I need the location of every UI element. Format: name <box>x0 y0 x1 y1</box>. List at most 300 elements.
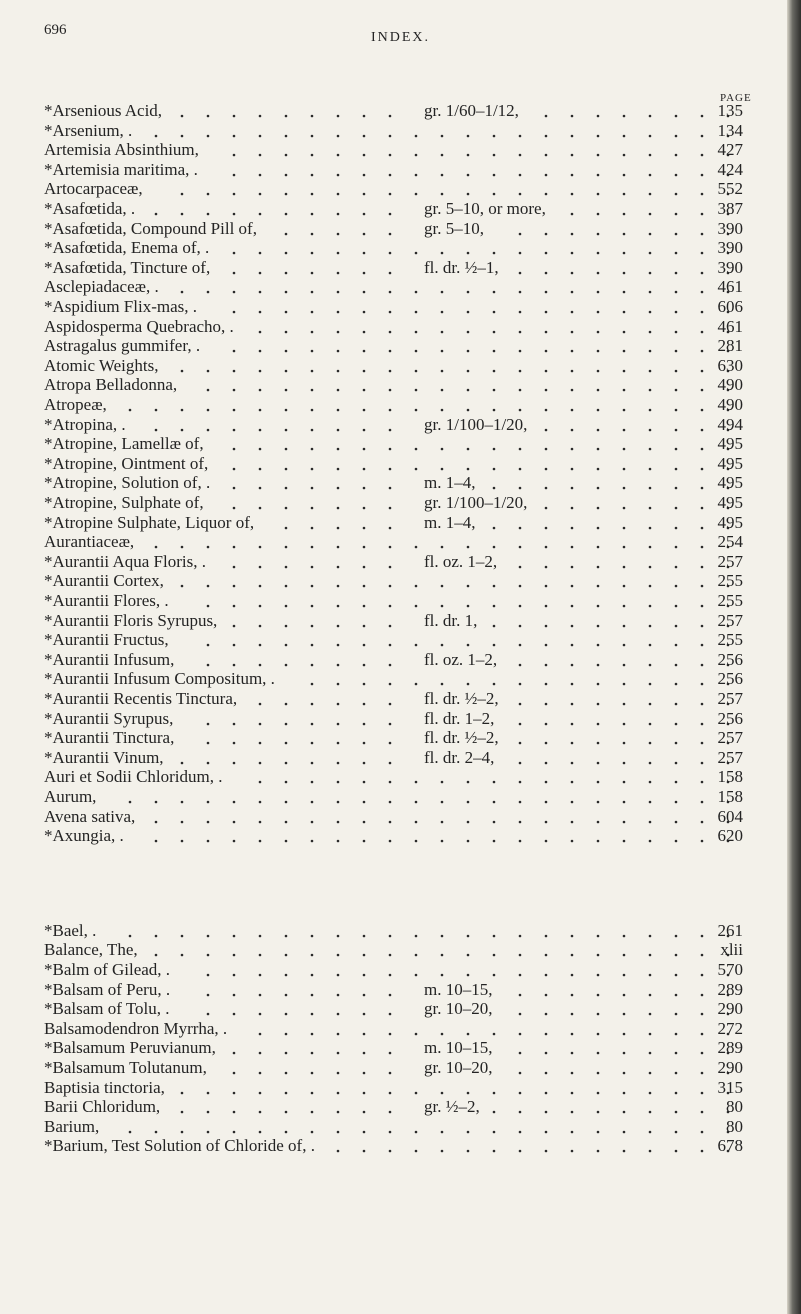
leader-dot <box>649 1150 652 1153</box>
leader-dot <box>207 605 210 608</box>
leader-dot <box>649 213 652 216</box>
leader-dot <box>571 1150 574 1153</box>
entry-dose: fl. dr. ½–1, <box>424 257 499 277</box>
leader-dot <box>597 820 600 823</box>
leader-dot <box>623 448 626 451</box>
leader-dot <box>493 683 496 686</box>
leader-dot <box>337 1013 340 1016</box>
leader-dot <box>571 232 574 235</box>
leader-dot <box>259 173 262 176</box>
leader-dot <box>493 546 496 549</box>
leader-dot <box>597 154 600 157</box>
leader-dot <box>597 644 600 647</box>
leader-dot <box>285 213 288 216</box>
leader-dot <box>155 820 158 823</box>
leader-dot <box>181 1111 184 1114</box>
leader-dot <box>701 1111 704 1114</box>
entry-name: *Atropine Sulphate, Liquor of, <box>44 512 255 532</box>
leader-dot <box>597 742 600 745</box>
leader-dot <box>701 1072 704 1075</box>
leader-dot <box>311 1130 314 1133</box>
leader-dot <box>519 232 522 235</box>
leader-dot <box>441 840 444 843</box>
leader-dot <box>493 1130 496 1133</box>
leader-dot <box>597 1052 600 1055</box>
leader-dot <box>623 954 626 957</box>
leader-dot <box>363 644 366 647</box>
leader-dot <box>571 761 574 764</box>
entry-dose: gr. 1/60–1/12, <box>424 101 519 120</box>
entry-dose: gr. 1/100–1/20, <box>424 414 528 434</box>
leader-dot <box>701 350 704 353</box>
leader-dot <box>363 467 366 470</box>
entry-dose: m. 1–4, <box>424 473 476 493</box>
leader-dot <box>363 565 366 568</box>
leader-dot <box>701 271 704 274</box>
leader-dot <box>545 428 548 431</box>
leader-dot <box>311 703 314 706</box>
leader-dot <box>701 934 704 937</box>
leader-dot <box>181 546 184 549</box>
leader-dot <box>259 840 262 843</box>
leader-dot <box>363 1150 366 1153</box>
leader-dot <box>337 1130 340 1133</box>
leader-dot <box>311 389 314 392</box>
leader-dot <box>597 193 600 196</box>
entry-page: 256 <box>717 708 743 728</box>
leader-dot <box>467 644 470 647</box>
leader-dot <box>571 115 574 118</box>
leader-dot <box>285 624 288 627</box>
leader-dot <box>311 954 314 957</box>
leader-dot <box>571 722 574 725</box>
leader-dot <box>337 467 340 470</box>
leader-dot <box>493 801 496 804</box>
leader-dot <box>337 605 340 608</box>
leader-dot <box>675 1072 678 1075</box>
leader-dot <box>675 585 678 588</box>
leader-dot <box>207 761 210 764</box>
leader-dot <box>207 428 210 431</box>
entry-name: *Aurantii Infusum Compositum, . <box>44 669 275 689</box>
leader-dot <box>441 801 444 804</box>
leader-dot <box>571 448 574 451</box>
leader-dot <box>363 722 366 725</box>
leader-dot <box>259 428 262 431</box>
leader-dot <box>363 428 366 431</box>
entry-name: *Balsam of Peru, . <box>44 979 171 999</box>
entry-name: *Aurantii Syrupus, <box>44 708 174 728</box>
leader-dot <box>363 173 366 176</box>
leader-dot <box>259 350 262 353</box>
leader-dot <box>259 467 262 470</box>
entry-name: *Aurantii Aqua Floris, . <box>44 551 206 571</box>
leader-dot <box>389 974 392 977</box>
leader-dot <box>519 350 522 353</box>
leader-dot <box>415 330 418 333</box>
leader-dot <box>311 565 314 568</box>
leader-dot <box>233 1013 236 1016</box>
leader-dot <box>363 683 366 686</box>
leader-dot <box>545 840 548 843</box>
leader-dot <box>623 173 626 176</box>
leader-dot <box>493 193 496 196</box>
leader-dot <box>389 291 392 294</box>
leader-dot <box>389 781 392 784</box>
leader-dot <box>389 448 392 451</box>
leader-dot <box>649 291 652 294</box>
entry-page: 272 <box>717 1018 743 1038</box>
leader-dot <box>441 1032 444 1035</box>
leader-dot <box>389 605 392 608</box>
leader-dot <box>337 330 340 333</box>
entry-name: *Arsenious Acid, <box>44 101 163 120</box>
leader-dot <box>623 350 626 353</box>
leader-dot <box>519 1111 522 1114</box>
leader-dot <box>285 934 288 937</box>
leader-dot <box>571 507 574 510</box>
leader-dot <box>545 350 548 353</box>
leader-dot <box>363 291 366 294</box>
leader-dot <box>571 934 574 937</box>
leader-dot <box>233 252 236 255</box>
leader-dot <box>597 605 600 608</box>
leader-dot <box>259 134 262 137</box>
leader-dot <box>597 1150 600 1153</box>
leader-dot <box>285 585 288 588</box>
leader-dot <box>389 742 392 745</box>
leader-dot <box>623 605 626 608</box>
leader-dot <box>441 683 444 686</box>
leader-dot <box>467 389 470 392</box>
leader-dot <box>597 1072 600 1075</box>
leader-dot <box>519 173 522 176</box>
leader-dot <box>649 1111 652 1114</box>
leader-dot <box>519 683 522 686</box>
leader-dot <box>571 1130 574 1133</box>
entry-name: Avena sativa, <box>44 806 136 826</box>
leader-dot <box>259 271 262 274</box>
leader-dot <box>311 291 314 294</box>
leader-dot <box>337 663 340 666</box>
leader-dot <box>649 801 652 804</box>
leader-dot <box>311 644 314 647</box>
entry-page: 281 <box>717 336 743 356</box>
leader-dot <box>337 291 340 294</box>
leader-dot <box>545 801 548 804</box>
leader-dot <box>181 115 184 118</box>
leader-dot <box>441 369 444 372</box>
leader-dot <box>259 115 262 118</box>
entry-dose: gr. ½–2, <box>424 1097 480 1117</box>
leader-dot <box>701 173 704 176</box>
leader-dot <box>181 1091 184 1094</box>
leader-dot <box>649 232 652 235</box>
leader-dot <box>337 448 340 451</box>
leader-dot <box>207 1013 210 1016</box>
leader-dot <box>701 1130 704 1133</box>
leader-dot <box>363 820 366 823</box>
leader-dot <box>337 742 340 745</box>
leader-dot <box>519 193 522 196</box>
leader-dot <box>467 448 470 451</box>
leader-dot <box>441 585 444 588</box>
leader-dot <box>363 448 366 451</box>
leader-dot <box>649 954 652 957</box>
leader-dot <box>649 467 652 470</box>
leader-dot <box>337 820 340 823</box>
leader-dot <box>675 350 678 353</box>
leader-dot <box>545 663 548 666</box>
leader-dot <box>493 954 496 957</box>
leader-dot <box>389 213 392 216</box>
leader-dot <box>311 781 314 784</box>
leader-dot <box>519 389 522 392</box>
entry-name: Balsamodendron Myrrha, . <box>44 1018 228 1038</box>
leader-dot <box>415 781 418 784</box>
leader-dot <box>311 213 314 216</box>
leader-dot <box>649 311 652 314</box>
leader-dot <box>363 350 366 353</box>
leader-dot <box>701 213 704 216</box>
leader-dot <box>285 526 288 529</box>
leader-dot <box>233 993 236 996</box>
entry-dose: fl. dr. ½–2, <box>424 728 499 748</box>
entry-name: Aurum, <box>44 787 97 806</box>
leader-dot <box>285 1111 288 1114</box>
entry-page: 387 <box>717 199 743 218</box>
leader-dot <box>155 428 158 431</box>
leader-dot <box>233 369 236 372</box>
leader-dot <box>259 546 262 549</box>
leader-dot <box>337 409 340 412</box>
leader-dot <box>311 605 314 608</box>
leader-dot <box>207 1091 210 1094</box>
leader-dot <box>597 585 600 588</box>
leader-dot <box>493 934 496 937</box>
leader-dot <box>363 252 366 255</box>
leader-dot <box>311 115 314 118</box>
entry-page: 257 <box>717 728 743 748</box>
leader-dot <box>597 369 600 372</box>
leader-dot <box>441 134 444 137</box>
leader-dot <box>597 546 600 549</box>
leader-dot <box>181 934 184 937</box>
leader-dot <box>233 954 236 957</box>
leader-dot <box>597 232 600 235</box>
entry-dose: fl. dr. 1, <box>424 610 478 630</box>
leader-dot <box>389 954 392 957</box>
leader-dot <box>519 271 522 274</box>
leader-dot <box>181 193 184 196</box>
leader-dot <box>675 663 678 666</box>
leader-dot <box>649 703 652 706</box>
leader-dot <box>389 1111 392 1114</box>
leader-dot <box>675 1032 678 1035</box>
leader-dot <box>493 409 496 412</box>
leader-dot <box>389 546 392 549</box>
entry-name: Artemisia Absinthium, <box>44 140 199 160</box>
leader-dot <box>493 1091 496 1094</box>
leader-dot <box>415 154 418 157</box>
leader-dot <box>519 644 522 647</box>
leader-dot <box>623 722 626 725</box>
leader-dot <box>311 663 314 666</box>
leader-dot <box>519 565 522 568</box>
leader-dot <box>597 1111 600 1114</box>
leader-dot <box>493 487 496 490</box>
leader-dot <box>467 350 470 353</box>
leader-dot <box>545 1130 548 1133</box>
leader-dot <box>363 1091 366 1094</box>
leader-dot <box>337 974 340 977</box>
leader-dot <box>649 369 652 372</box>
leader-dot <box>233 605 236 608</box>
leader-dot <box>675 389 678 392</box>
leader-dot <box>311 1032 314 1035</box>
leader-dot <box>337 683 340 686</box>
leader-dot <box>675 993 678 996</box>
leader-dot <box>389 330 392 333</box>
leader-dot <box>519 1072 522 1075</box>
entry-name: *Artemisia maritima, . <box>44 159 198 179</box>
leader-dot <box>519 703 522 706</box>
leader-dot <box>389 1150 392 1153</box>
leader-dot <box>415 311 418 314</box>
leader-dot <box>623 134 626 137</box>
leader-dot <box>597 291 600 294</box>
leader-dot <box>675 565 678 568</box>
leader-dot <box>675 781 678 784</box>
leader-dot <box>675 232 678 235</box>
leader-dot <box>623 271 626 274</box>
leader-dot <box>493 173 496 176</box>
leader-dot <box>233 820 236 823</box>
leader-dot <box>467 193 470 196</box>
leader-dot <box>597 624 600 627</box>
leader-dot <box>363 624 366 627</box>
leader-dot <box>363 840 366 843</box>
leader-dot <box>649 934 652 937</box>
leader-dot <box>493 624 496 627</box>
leader-dot <box>467 1150 470 1153</box>
entry-page: 390 <box>717 238 743 258</box>
leader-dot <box>701 369 704 372</box>
leader-dot <box>311 1052 314 1055</box>
leader-dot <box>441 389 444 392</box>
leader-dot <box>701 605 704 608</box>
leader-dot <box>701 154 704 157</box>
leader-dot <box>597 115 600 118</box>
leader-dot <box>337 350 340 353</box>
entry-page: 495 <box>717 512 743 532</box>
leader-dot <box>597 173 600 176</box>
leader-dot <box>649 820 652 823</box>
entry-dose: gr. 10–20, <box>424 1058 493 1077</box>
leader-dot <box>311 428 314 431</box>
leader-dot <box>363 605 366 608</box>
leader-dot <box>467 467 470 470</box>
leader-dot <box>207 115 210 118</box>
running-title: INDEX. <box>370 30 431 45</box>
leader-dot <box>207 993 210 996</box>
leader-dot <box>493 1032 496 1035</box>
leader-dot <box>389 1032 392 1035</box>
leader-dot <box>285 389 288 392</box>
leader-dot <box>285 271 288 274</box>
leader-dot <box>493 350 496 353</box>
leader-dot <box>233 409 236 412</box>
leader-dot <box>623 801 626 804</box>
leader-dot <box>545 115 548 118</box>
leader-dot <box>441 546 444 549</box>
leader-dot <box>337 428 340 431</box>
leader-dot <box>337 526 340 529</box>
leader-dot <box>441 448 444 451</box>
leader-dot <box>389 722 392 725</box>
leader-dot <box>701 291 704 294</box>
entry-name: Aurantiaceæ, <box>44 532 135 552</box>
leader-dot <box>545 954 548 957</box>
leader-dot <box>207 389 210 392</box>
leader-dot <box>285 1052 288 1055</box>
leader-dot <box>649 115 652 118</box>
leader-dot <box>337 761 340 764</box>
leader-dot <box>649 761 652 764</box>
leader-dot <box>285 291 288 294</box>
leader-dot <box>233 742 236 745</box>
leader-dot <box>259 663 262 666</box>
leader-dot <box>519 369 522 372</box>
leader-dot <box>701 585 704 588</box>
leader-dot <box>571 993 574 996</box>
leader-dot <box>623 565 626 568</box>
leader-dot <box>701 781 704 784</box>
leader-dot <box>545 565 548 568</box>
leader-dot <box>701 954 704 957</box>
leader-dot <box>389 565 392 568</box>
leader-dot <box>545 409 548 412</box>
leader-dot <box>701 1091 704 1094</box>
leader-dot <box>311 467 314 470</box>
leader-dot <box>571 683 574 686</box>
leader-dot <box>415 389 418 392</box>
leader-dot <box>571 467 574 470</box>
leader-dot <box>337 624 340 627</box>
leader-dot <box>389 820 392 823</box>
leader-dot <box>233 565 236 568</box>
leader-dot <box>519 624 522 627</box>
leader-dot <box>389 840 392 843</box>
leader-dot <box>519 993 522 996</box>
leader-dot <box>597 428 600 431</box>
entry-name: *Atropine, Sulphate of, <box>44 493 204 512</box>
leader-dot <box>701 742 704 745</box>
leader-dot <box>363 507 366 510</box>
entry-page: 495 <box>717 453 743 473</box>
leader-dot <box>285 1013 288 1016</box>
leader-dot <box>337 193 340 196</box>
leader-dot <box>233 801 236 804</box>
leader-dot <box>259 1032 262 1035</box>
leader-dot <box>623 428 626 431</box>
leader-dot <box>233 722 236 725</box>
leader-dot <box>181 409 184 412</box>
leader-dot <box>285 1032 288 1035</box>
entry-dose: m. 1–4, <box>424 512 476 532</box>
leader-dot <box>545 1091 548 1094</box>
entry-name: *Aspidium Flix-mas, . <box>44 297 198 316</box>
